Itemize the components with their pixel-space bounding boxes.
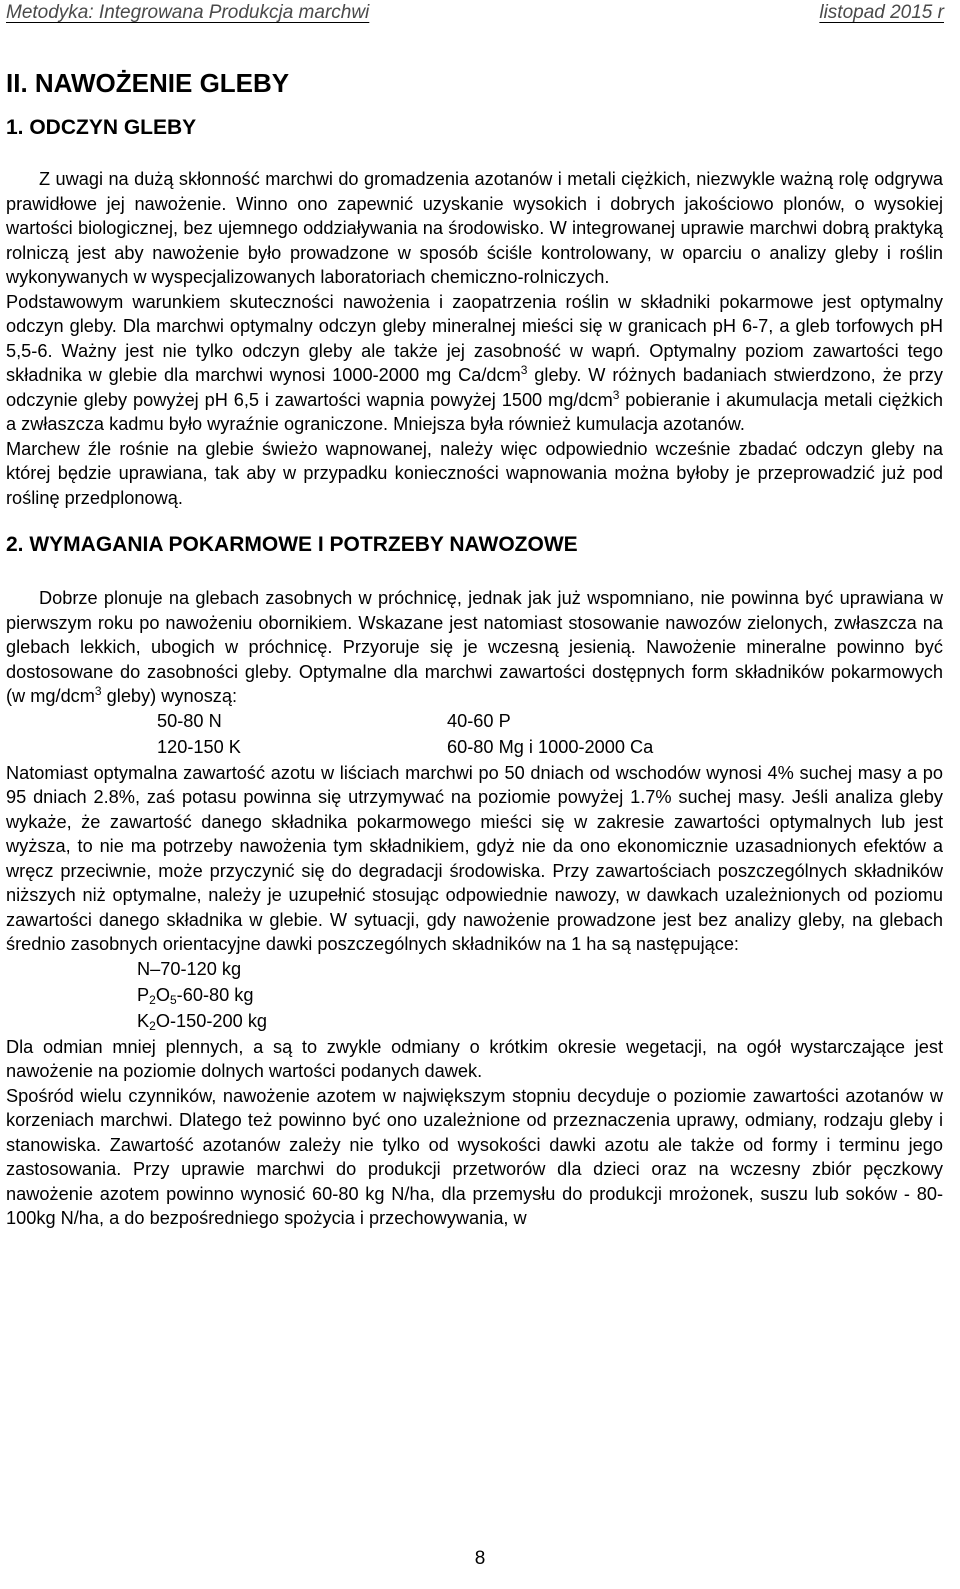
nutrient-value: 60-80 Mg i 1000-2000 Ca <box>447 736 654 757</box>
paragraph-3: Marchew źle rośnie na glebie świeżo wapnowanej, należy więc odpowiednio wcześnie zbadać odczyn gleby na której będzie uprawiana, tak aby w przypadku konieczności wapnowania można byłoby je przeprowadzić już pod roślinę przedplonową. <box>6 438 943 508</box>
subscript: 2 <box>149 1018 156 1033</box>
paragraph-4-text-b: gleby) wynoszą: <box>101 686 238 706</box>
dose-p-amount: -60-80 kg <box>176 984 254 1005</box>
paragraph-7: Spośród wielu czynników, nawożenie azotem w największym stopniu decyduje o poziomie zawartości azotanów w korzeniach marchwi. Dlatego też powinno być ono uzależnione od przeznaczenia uprawy, odmiany, rodzaju gleby i stanowiska. Zawartość azotanów zależy nie tylko od wysokości dawki azotu ale także od formy i terminu jego zastosowania. Przy uprawie marchwi do produkcji przetworów dla dzieci oraz na wczesny zbiór pęczkowy nawożenie azotem powinno wynosić 60-80 kg N/ha, dla przemysłu do produkcji mrożonek, suszu lub soków - 80-100kg N/ha, a do bezpośredniego spożycia i przechowywania, w <box>6 1085 943 1228</box>
dose-phosphorus <box>137 983 943 1009</box>
paragraph-2-text-c: pobieranie i akumulacja metali ciężkich a zwłaszcza kadmu było wyraźnie ograniczone. Mniejsza była również kumulacja azotanów. <box>6 389 943 434</box>
header-date: listopad 2015 r <box>819 2 944 23</box>
subscript: 5 <box>169 992 177 1007</box>
superscript-3: 3 <box>520 363 528 377</box>
dose-nitrogen: N–70-120 kg <box>137 958 242 979</box>
subscript: 2 <box>149 992 156 1007</box>
dose-list <box>137 957 943 1035</box>
dose-p-symbol: P <box>137 984 150 1005</box>
superscript-3: 3 <box>94 684 102 698</box>
nutrient-value: 120-150 K <box>157 736 241 757</box>
paragraph-4 <box>6 586 943 709</box>
paragraph-6: Dla odmian mniej plennych, a są to zwykle odmiany o krótkim okresie wegetacji, na ogół wystarczające jest nawożenie na poziomie dolnych wartości podanych dawek. <box>6 1036 943 1081</box>
subsection-title-1: 1. ODCZYN GLEBY <box>6 116 197 139</box>
paragraph-1-text-b: W integrowanej uprawie marchwi dobrą praktyką rolniczą jest aby nawożenie było prowadzone w sposób ściśle kontrolowany, w oparciu o analizy gleby i roślin wykonywanych w wyspecjalizowanych laboratoriach chemiczno-rolniczych. <box>6 218 943 287</box>
superscript-3: 3 <box>612 387 620 402</box>
document-body <box>6 66 943 1231</box>
dose-k-amount: O-150-200 kg <box>155 1010 268 1031</box>
nutrient-table <box>6 709 943 761</box>
section-title: II. NAWOŻENIE GLEBY <box>6 68 290 98</box>
nutrient-row <box>6 709 943 735</box>
paragraph-2 <box>6 290 943 437</box>
paragraph-2-text-a: Podstawowym warunkiem skuteczności nawożenia i zaopatrzenia roślin w składniki pokarmowe jest optymalny odczyn gleby. Dla marchwi optymalny odczyn gleby mineralnej mieści się w granicach pH 6-7, a gleb torfowych pH 5,5-6. Ważny jest nie tylko odczyn gleby ale także jej zasobność w wapń. Optymalny poziom zawartości tego składnika w glebie dla marchwi wynosi 1000-2000 mg Ca/dcm <box>6 291 943 385</box>
paragraph-2-text-b: gleby. W różnych badaniach stwierdzono, że przy odczynie gleby powyżej pH 6,5 i zawartości wapnia powyżej 1500 mg/dcm <box>6 365 943 410</box>
paragraph-1 <box>6 167 943 290</box>
paragraph-4-text-a: Dobrze plonuje na glebach zasobnych w próchnicę, jednak jak już wspomniano, nie powinna być uprawiana w pierwszym roku po nawożeniu obornikiem. Wskazane jest natomiast stosowanie nawozów zielonych, zwłaszcza na glebach lekkich, ubogich w próchnicę. Przyoruje się je wczesną jesienią. Nawożenie mineralne powinno być dostosowane do zasobności gleby. Optymalne dla marchwi zawartości dostępnych form składników pokarmowych (w mg/dcm <box>6 588 943 706</box>
header-title: Metodyka: Integrowana Produkcja marchwi <box>6 2 370 23</box>
page-header <box>6 2 944 26</box>
dose-o-symbol: O <box>155 984 170 1005</box>
paragraph-1-text: Z uwagi na dużą skłonność marchwi do gromadzenia azotanów i metali ciężkich, niezwykle ważną rolę odgrywa prawidłowe jej nawożenie. Winno ono zapewnić uzyskanie wysokich i dobrych jakościowo plonów, o wysokiej wartości biologicznej, bez ujemnego oddziaływania na środowisko. <box>6 169 943 238</box>
nutrient-row <box>6 735 943 761</box>
page-number: 8 <box>474 1548 486 1569</box>
dose-k-symbol: K <box>137 1010 150 1031</box>
subsection-title-2: 2. WYMAGANIA POKARMOWE I POTRZEBY NAWOZOWE <box>6 533 578 556</box>
dose-potassium <box>137 1009 943 1035</box>
paragraph-5: Natomiast optymalna zawartość azotu w liściach marchwi po 50 dniach od wschodów wynosi 4% suchej masy a po 95 dniach 2.8%, zaś potasu powinna się utrzymywać na poziomie powyżej 1.7% suchej masy. Jeśli analiza gleby wykaże, że zawartość danego składnika pokarmowego mieści się w zakresie zawartości optymalnych lub jest wyższa, to nie ma potrzeby nawożenia tym składnikiem, gdyż nie da ono ekonomicznie uzasadnionych efektów a wręcz przeciwnie, może przyczynić się do degradacji środowiska. Przy zawartościach poszczególnych składników niższych niż optymalne, należy je uzupełnić stosując odpowiednie nawozy, w dawkach uzależnionych od poziomu zawartości danego składnika w glebie. W sytuacji, gdy nawożenie prowadzone jest bez analizy gleby, na glebach średnio zasobnych orientacyjne dawki poszczególnych składników na 1 ha są następujące: <box>6 762 943 954</box>
nutrient-value: 50-80 N <box>157 710 222 731</box>
nutrient-value: 40-60 P <box>447 710 511 731</box>
